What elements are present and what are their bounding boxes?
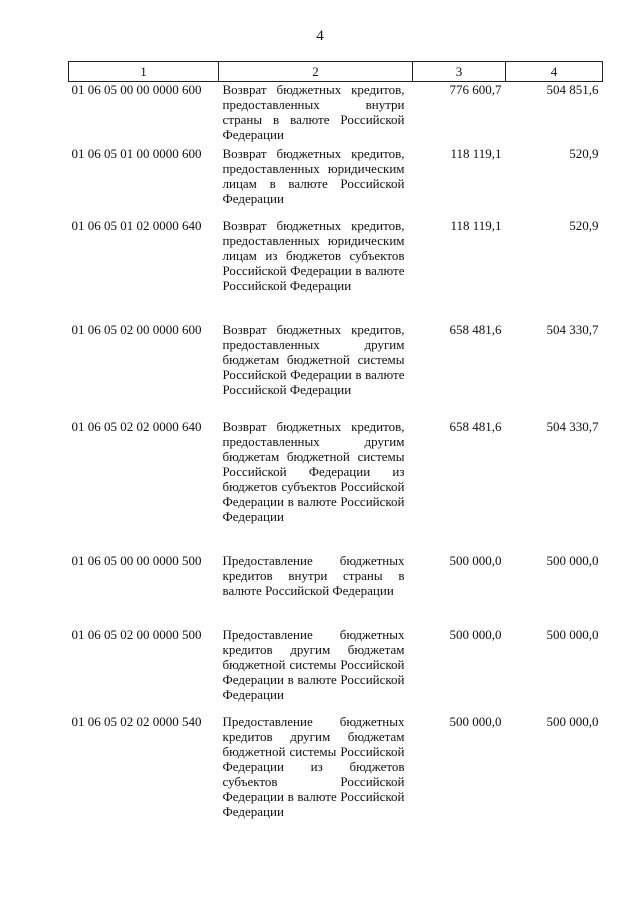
row-code: 01 06 05 02 02 0000 640 (71, 419, 202, 434)
row-value-col4: 504 330,7 (546, 419, 599, 434)
page-number: 4 (316, 28, 324, 44)
row-value-col3: 118 119,1 (450, 146, 502, 161)
table-row (69, 714, 603, 819)
table-row (69, 419, 603, 553)
table-row (69, 322, 603, 419)
table-row (69, 627, 603, 714)
row-value-col4: 520,9 (569, 146, 599, 161)
table-row (69, 146, 603, 218)
table-header-row (69, 62, 603, 82)
budget-table (68, 61, 603, 819)
row-name: Предоставление бюджетных кредитов другим бюджетам бюджетной системы Российской Федерации в валюте Российской Федерации (222, 627, 405, 702)
row-code: 01 06 05 02 00 0000 500 (71, 627, 202, 642)
row-value-col3: 500 000,0 (449, 627, 502, 642)
row-name: Возврат бюджетных кредитов, предоставленных юридическим лицам в валюте Российской Федерации (222, 146, 405, 206)
row-code: 01 06 05 00 00 0000 600 (71, 82, 202, 97)
row-code: 01 06 05 01 00 0000 600 (71, 146, 202, 161)
row-code: 01 06 05 02 00 0000 600 (71, 322, 202, 337)
row-code: 01 06 05 00 00 0000 500 (71, 553, 202, 568)
row-value-col4: 500 000,0 (546, 553, 599, 568)
row-value-col4: 520,9 (569, 218, 599, 233)
row-value-col4: 504 851,6 (546, 82, 599, 97)
row-value-col3: 658 481,6 (449, 322, 502, 337)
table-row (69, 553, 603, 627)
row-name: Предоставление бюджетных кредитов другим бюджетам бюджетной системы Российской Федерации из бюджетов субъектов Российской Федерации в валюте Российской Федерации (222, 714, 405, 819)
row-name: Возврат бюджетных кредитов, предоставленных внутри страны в валюте Российской Федерации (222, 82, 405, 142)
row-value-col3: 118 119,1 (450, 218, 502, 233)
row-name: Возврат бюджетных кредитов, предоставленных другим бюджетам бюджетной системы Российской Федерации из бюджетов субъектов Российской Федерации в валюте Российской Федерации (222, 419, 405, 524)
row-code: 01 06 05 01 02 0000 640 (71, 218, 202, 233)
table-row (69, 82, 603, 147)
header-col-2: 2 (219, 62, 413, 82)
header-col-3: 3 (413, 62, 506, 82)
row-name: Предоставление бюджетных кредитов внутри страны в валюте Российской Федерации (222, 553, 405, 598)
row-value-col3: 500 000,0 (449, 553, 502, 568)
header-col-1: 1 (69, 62, 219, 82)
row-value-col4: 500 000,0 (546, 627, 599, 642)
row-value-col3: 658 481,6 (449, 419, 502, 434)
row-value-col4: 504 330,7 (546, 322, 599, 337)
table-row (69, 218, 603, 322)
row-value-col3: 776 600,7 (449, 82, 502, 97)
row-name: Возврат бюджетных кредитов, предоставленных другим бюджетам бюджетной системы Российской Федерации в валюте Российской Федерации (222, 322, 405, 397)
header-col-4: 4 (506, 62, 603, 82)
row-value-col4: 500 000,0 (546, 714, 599, 729)
row-value-col3: 500 000,0 (449, 714, 502, 729)
row-name: Возврат бюджетных кредитов, предоставленных юридическим лицам из бюджетов субъектов Российской Федерации в валюте Российской Федерации (222, 218, 405, 293)
row-code: 01 06 05 02 02 0000 540 (71, 714, 202, 729)
